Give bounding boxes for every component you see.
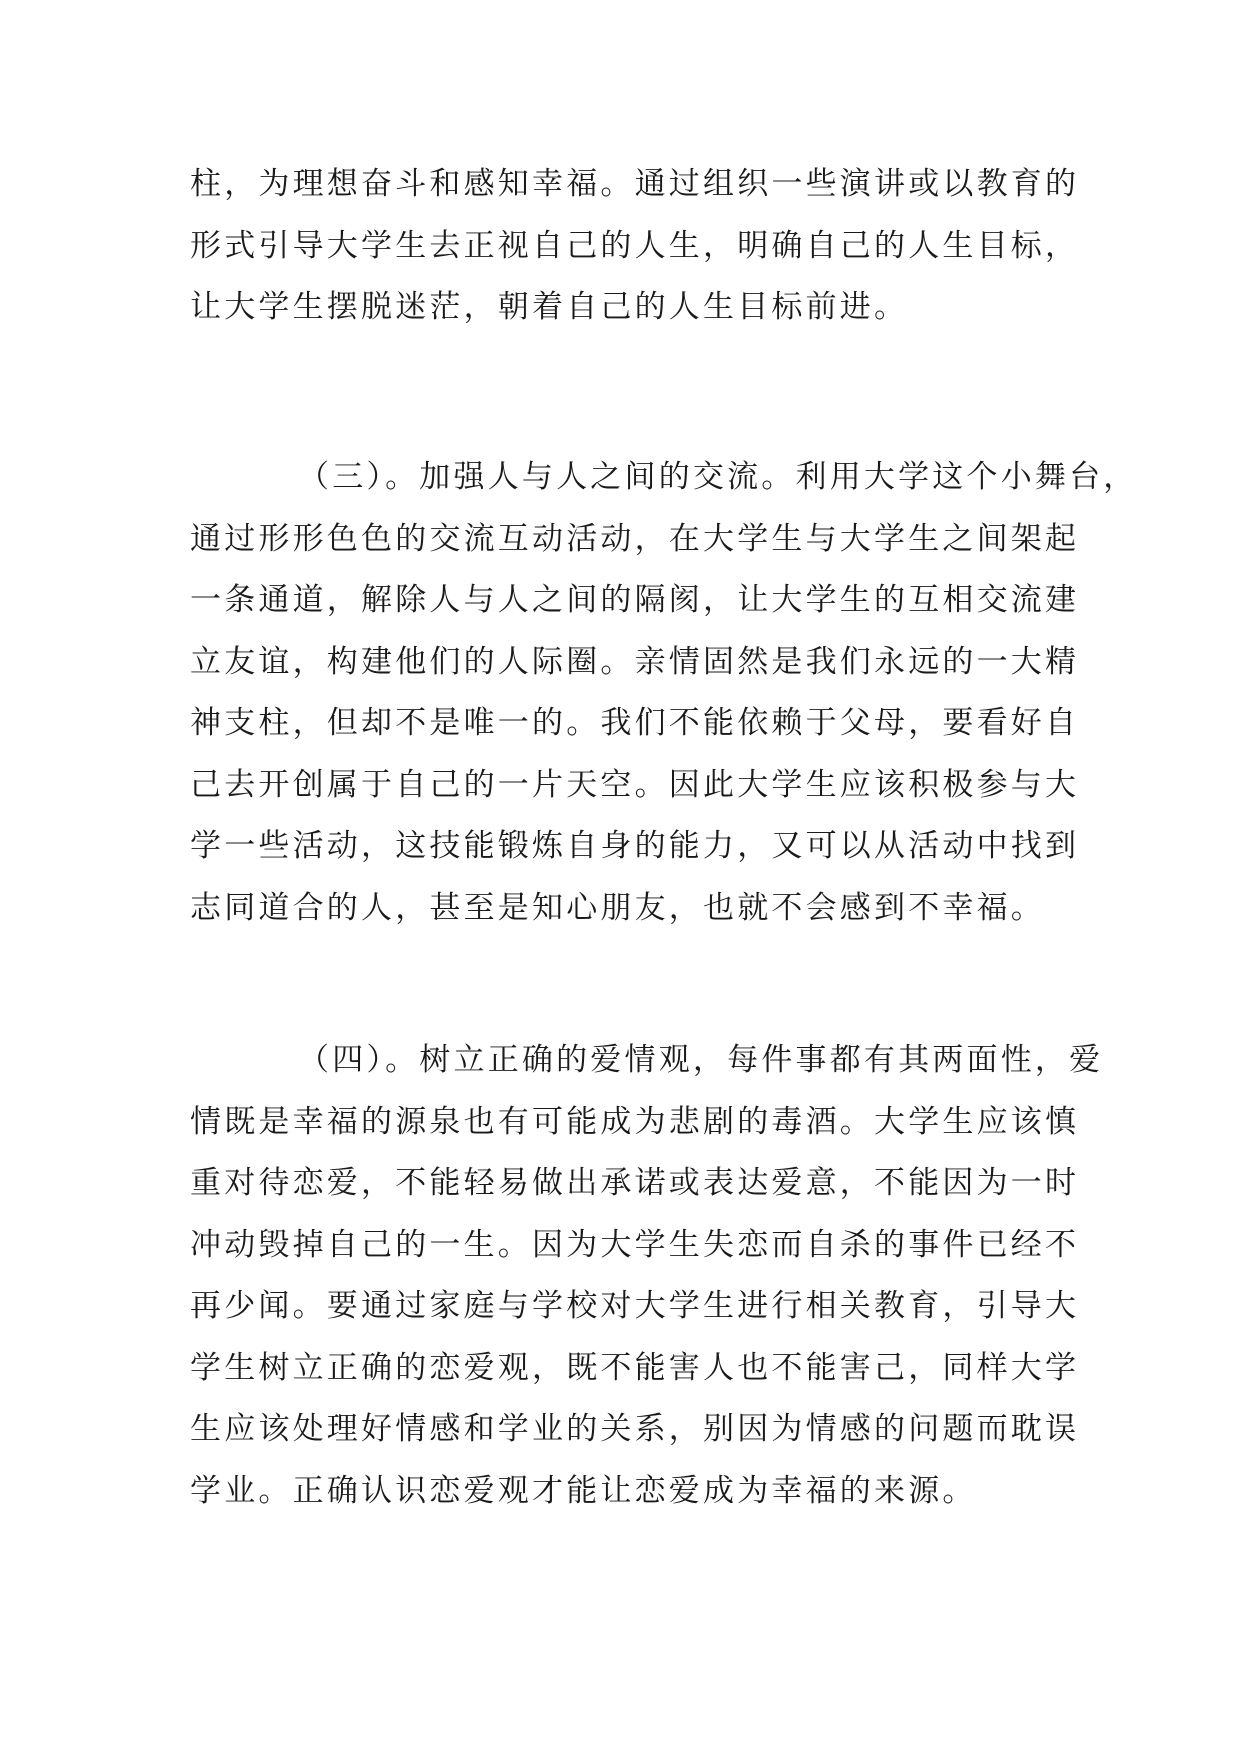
text-line: 己去开创属于自己的一片天空。因此大学生应该积极参与大 — [190, 766, 1080, 803]
text-line: （四）。树立正确的爱情观，每件事都有其两面性，爱 — [298, 1042, 1104, 1078]
text-line: 学生树立正确的恋爱观，既不能害人也不能害己，同样大学 — [190, 1349, 1080, 1386]
text-line: 让大学生摆脱迷茫，朝着自己的人生目标前进。 — [190, 289, 909, 325]
paragraph-section-four — [190, 1030, 1104, 1522]
paragraph-continuation — [190, 154, 1080, 339]
text-line: 神支柱，但却不是唯一的。我们不能依赖于父母，要看好自 — [190, 705, 1080, 741]
text-line: 冲动毁掉自己的一生。因为大学生失恋而自杀的事件已经不 — [190, 1226, 1080, 1263]
text-line: 重对待恋爱，不能轻易做出承诺或表达爱意，不能因为一时 — [190, 1165, 1080, 1201]
text-line: 再少闻。要通过家庭与学校对大学生进行相关教育，引导大 — [190, 1288, 1080, 1324]
text-line: 生应该处理好情感和学业的关系，别因为情感的问题而耽误 — [190, 1411, 1080, 1447]
text-line: 立友谊，构建他们的人际圈。亲情固然是我们永远的一大精 — [190, 643, 1080, 680]
paragraph-section-three — [190, 447, 1138, 939]
text-line: 学一些活动，这技能锻炼自身的能力，又可以从活动中找到 — [190, 828, 1080, 864]
text-line: 一条通道，解除人与人之间的隔阂，让大学生的互相交流建 — [190, 582, 1080, 618]
text-line: 情既是幸福的源泉也有可能成为悲剧的毒酒。大学生应该慎 — [190, 1103, 1080, 1140]
text-line: 志同道合的人，甚至是知心朋友，也就不会感到不幸福。 — [190, 889, 1045, 926]
text-line: （三）。加强人与人之间的交流。利用大学这个小舞台， — [298, 459, 1138, 495]
text-line: 形式引导大学生去正视自己的人生，明确自己的人生目标， — [190, 227, 1080, 264]
text-line: 通过形形色色的交流互动活动，在大学生与大学生之间架起 — [190, 520, 1080, 557]
text-line: 柱，为理想奋斗和感知幸福。通过组织一些演讲或以教育的 — [190, 166, 1080, 202]
text-line: 学业。正确认识恋爱观才能让恋爱成为幸福的来源。 — [190, 1472, 977, 1509]
